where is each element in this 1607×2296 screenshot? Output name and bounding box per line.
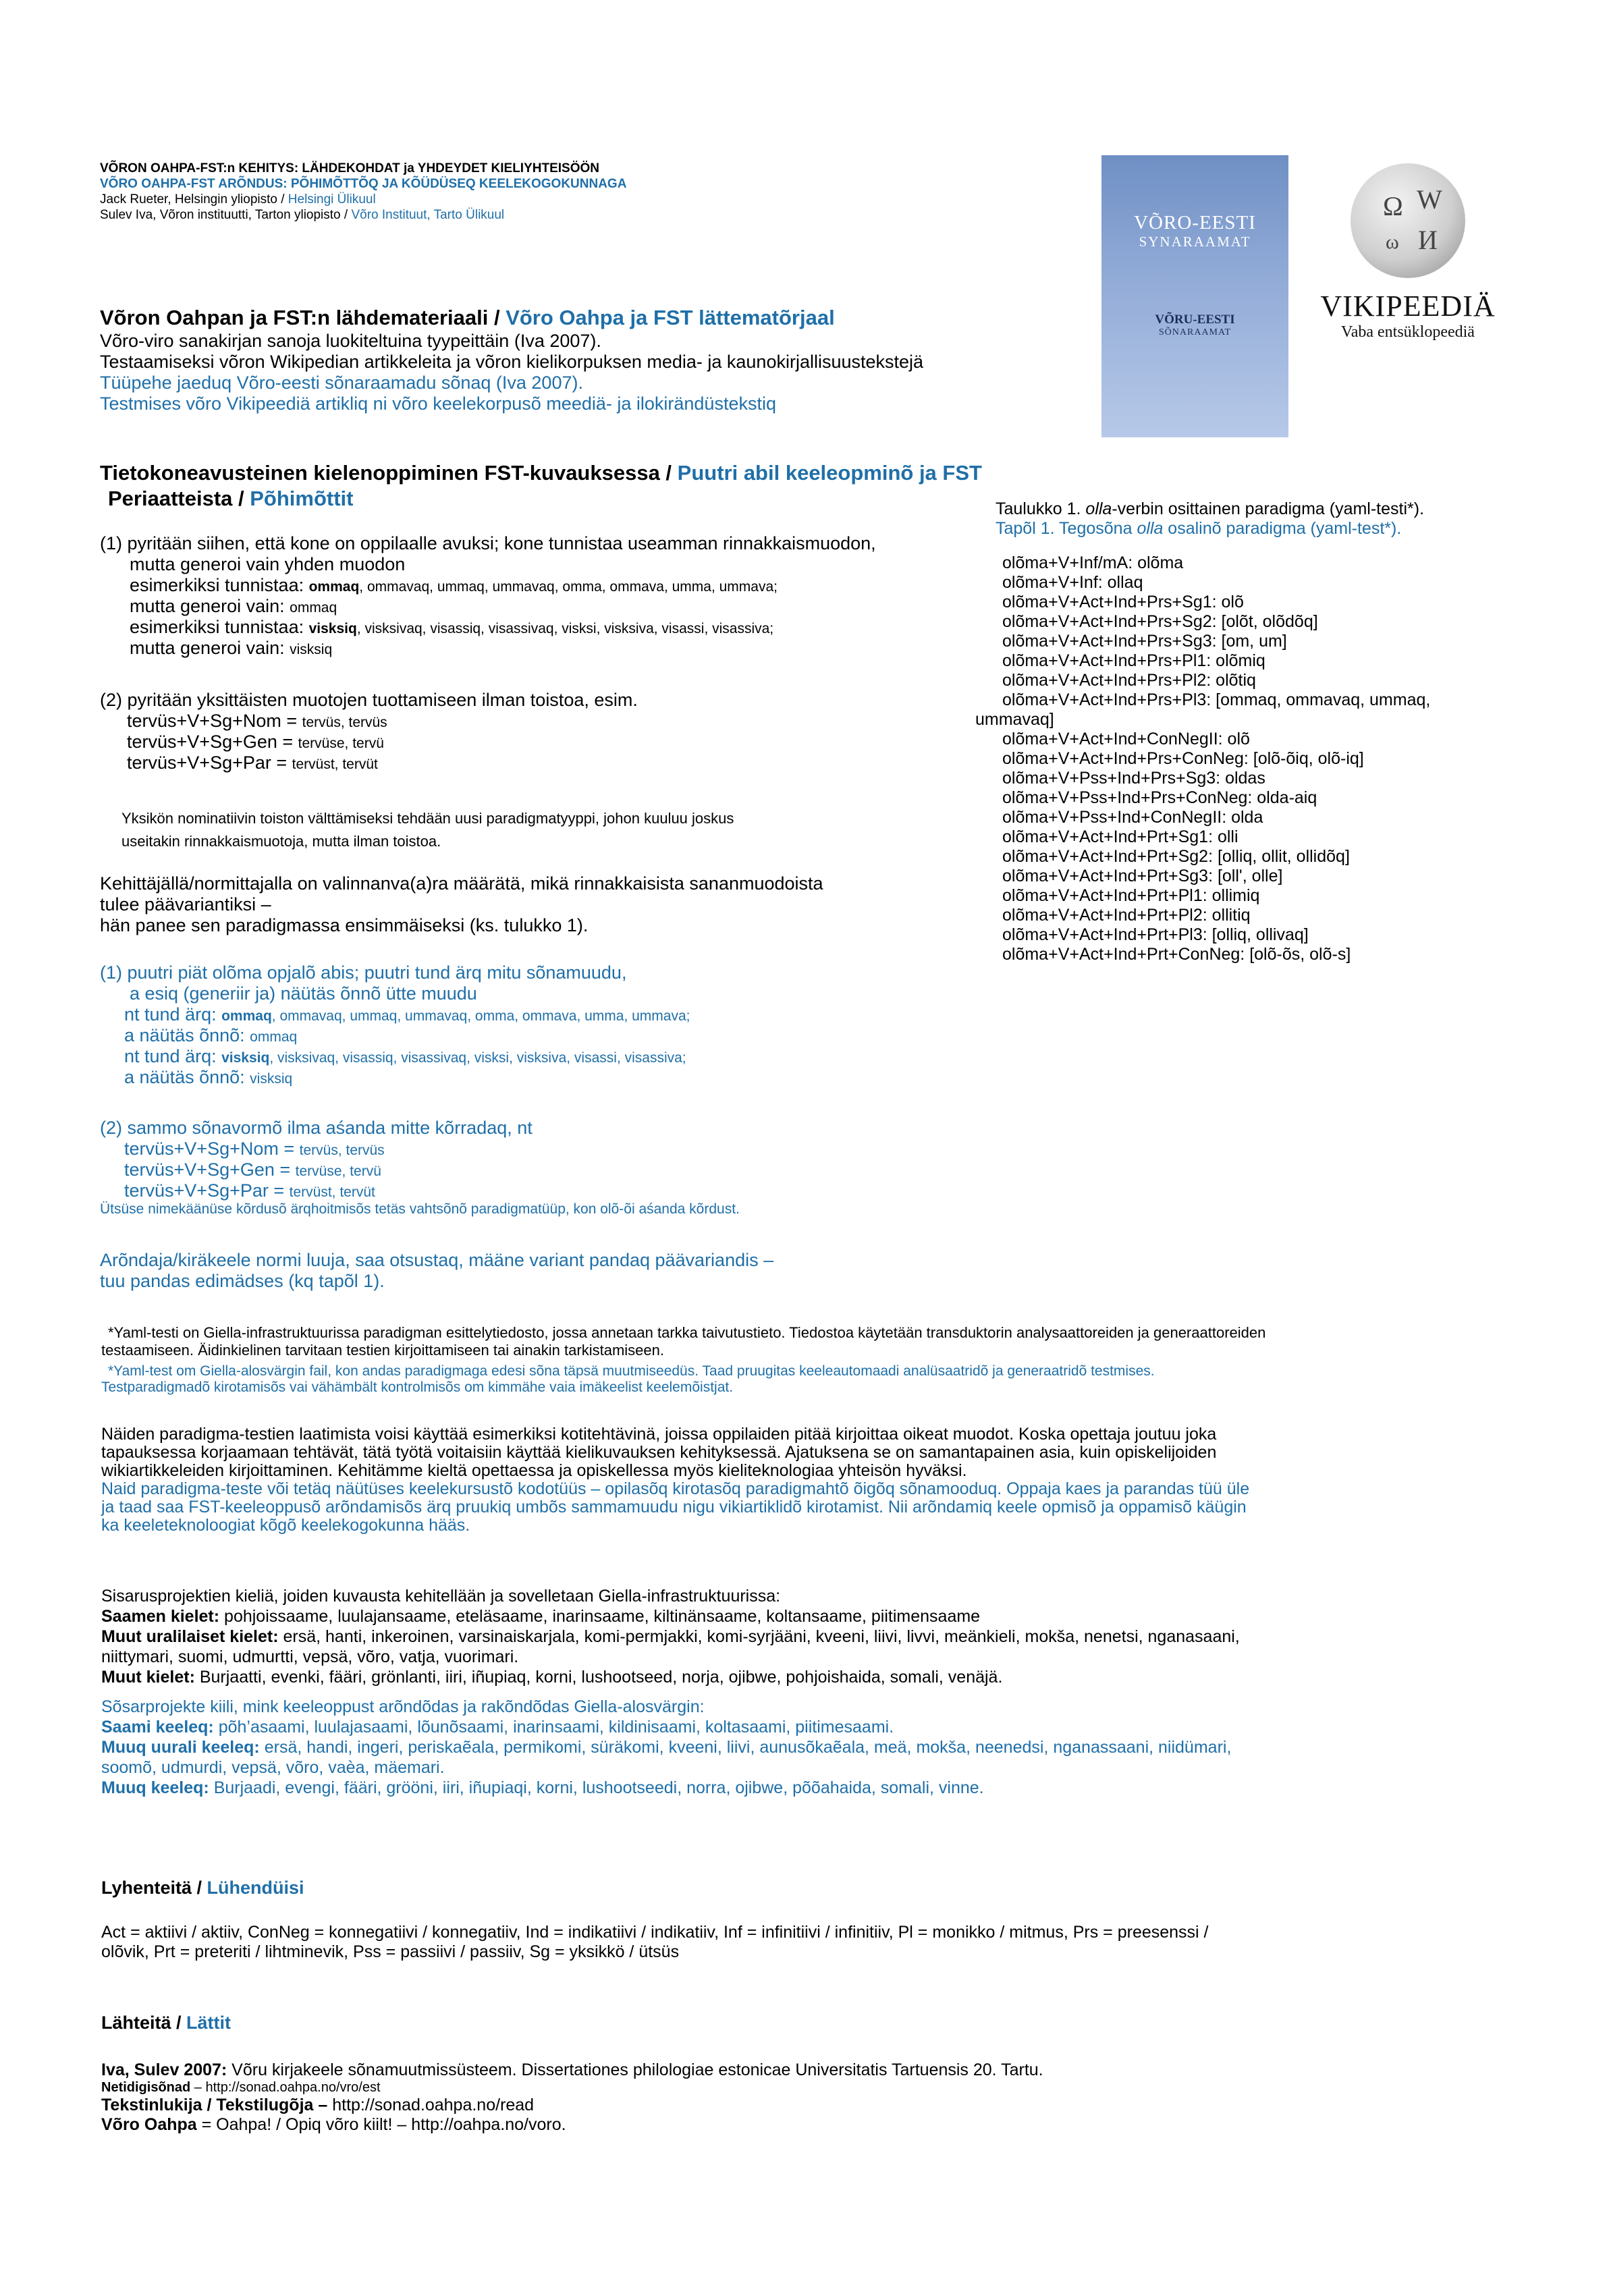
footnote-vro: Testparadigmadõ kirotamisõs vai vähämbält kontrolmisõs om kimmähe vaia imäkeelist keelemõistjat. [101,1379,734,1395]
table-row: olõma+V+Act+Ind+ConNegII: olõ [1002,730,1250,748]
table-row: olõma+V+Act+Ind+Prs+Sg3: [om, um] [1002,632,1287,651]
section-1-line: Tüüpehe jaeduq Võro-eesti sõnaraamadu sõnaq (Iva 2007). [100,373,583,393]
header-line-3: Jack Rueter, Helsingin yliopisto / Helsingi Ülikuul [100,192,376,207]
header [100,161,1045,223]
table-row: olõma+V+Act+Ind+Prs+Sg1: olõ [1002,593,1244,611]
table-row: olõma+V+Act+Ind+Prs+Sg2: [olõt, olõdõq] [1002,612,1318,631]
reference-iva: Iva, Sulev 2007: Võru kirjakeele sõnamuutmissüsteem. Dissertationes philologiae estonicae Universitatis Tartuensis 20. Tartu. [101,2060,1043,2079]
table-caption-fi: Taulukko 1. olla-verbin osittainen paradigma (yaml-testi*). [996,499,1425,518]
table-row: olõma+V+Inf/mA: olõma [1002,553,1184,572]
fi-paragraph: Kehittäjällä/normittajalla on valinnanva(a)ra määrätä, mikä rinnakkaisista sananmuodoista tulee päävariantiksi – hän panee sen paradigmassa ensimmäiseksi (ks. tulukko 1). [100,873,823,935]
sister-languages: Sisarusprojektien kieliä, joiden kuvausta kehitellään ja sovelletaan Giella-infrastruktuurissa: Saamen kielet: pohjoissaame, luulajansaame, eteläsaame, inarinsaame, kiltinänsaame, koltansaame, piitimensaame Muut uralilaiset kielet: ersä, hanti, inkeroinen, varsinaiskarjala, komi-permjakki, komi-syrjääni, kveeni, liivi, livvi, meänkieli, mokša, nenetsi, nganasaani, niittymari, suomi, udmurtti, vepsä, võro, vatja, vuorimari. Muut kielet: Burjaatti, evenki, fääri, grönlanti, iiri, iñupiaq, korni, lushootseed, norja, ojibwe, pohjoishaida, somali, venäjä. Sõsarprojekte kiili, mink keeleoppust arõndõdas ja rakõndõdas Giella-alosvärgin: Saami keeleq: põh’asaami, luulajasaami, lõunõsaami, inarinsaami, kildinisaami, koltasaami, piitimesaami. Muuq uurali keeleq: ersä, handi, ingeri, periskaẽala, permikomi, süräkomi, kveeni, liivi, aunusõkaẽala, meä, mokša, neenedsi, nganassaani, niidümari, soomõ, udmurdi, vepsä, võro, vaèa, mäemari. Muuq keeleq: Burjaadi, evengi, fääri, grööni, iiri, iñupiaqi, korni, lushootseedi, norra, ojibwe, põõahaida, somali, vinne. [101,1587,1240,1797]
reference-netidigisonad: Netidigisõnad – http://sonad.oahpa.no/vro/est [101,2080,381,2095]
table-row: olõma+V+Pss+Ind+Prs+Sg3: oldas [1002,769,1265,788]
paragraph-tasks: Näiden paradigma-testien laatimista voisi käyttää esimerkiksi kotitehtävinä, joissa oppilaiden pitää kirjoittaa oikeat muodot. Koska opettaja joutuu joka tapauksessa korjaamaan tehtävät, tätä työtä voitaisiin käyttää kielikuvauksen kehityksessä. Ajatuksena se on samantapainen asia, kuin opiskelijoiden wikiartikkeleiden kirjoittaminen. Kehitämme kieltä opettaessa ja opiskellessa myös kieliteknologiaa yhteisön hyväksi. Naid paradigma-teste või tetäq näütüses keelekursustõ kodotüüs – opilasõq kirotasõq paradigmahtõ õigõq sõnamooduq. Oppaja kaes ja parandas tüü üle ja taad saa FST-keeleoppusõ arõndamisõs ärq pruukiq umbõs sammamuudu nigu vikiartiklidõ kirotamist. Nii arõndamiq keele opmisõ ja oppamisõ käügin ka keeleteknoloogiat kõgõ keelekogokunna hääs. [101,1425,1250,1535]
table-rows [975,553,1515,964]
reference-voro-oahpa: Võro Oahpa = Oahpa! / Opiq võro kiilt! – http://oahpa.no/voro. [101,2115,566,2134]
table-row: olõma+V+Act+Ind+Prt+Sg1: olli [1002,827,1238,846]
wikipedia-globe-icon: Ω W И ω [1351,163,1465,278]
vro-principle-2: (2) sammo sõnavormõ ilma aśanda mitte kõrradaq, nt tervüs+V+Sg+Nom = tervüs, tervüs tervüs+V+Sg+Gen = tervüse, tervü tervüs+V+Sg+Par = tervüst, tervüt Ütsüse nimekäänüse kõrdusõ ärqhoitmisõs tetäs vahtsõnõ paradigmatüüp, kon olõ-õi aśanda kõrdust. [100,1118,740,1217]
footnote [101,1324,1519,1396]
table-row: olõma+V+Act+Ind+Prt+Pl3: [olliq, ollivaq] [1002,925,1309,944]
section-2-heading: Tietokoneavusteinen kielenoppiminen FST-kuvauksessa / Puutri abil keeleopminõ ja FST [100,461,982,485]
section-1-line: Testmises võro Vikipeediä artikliq ni võro keelekorpusõ meediä- ja ilokirändüstekstiq [100,393,776,414]
abbreviations: Lyhenteitä / Lühendüisi Act = aktiivi / aktiiv, ConNeg = konnegatiivi / konnegatiiv, Ind = indikatiivi / indikatiiv, Inf = infinitiivi / infinitiiv, Pl = monikko / mitmus, Prs = preesenssi / olõvik, Prt = preteriti / lihtminevik, Pss = passiivi / passiiv, Sg = yksikkö / ütsüs [101,1878,1519,1962]
table-row: olõma+V+Act+Ind+Prt+Sg3: [oll', olle] [1002,867,1283,885]
section-source-materials [100,305,1079,414]
table-row: olõma+V+Act+Ind+Prt+ConNeg: [olõ-õs, olõ-s] [1002,945,1351,964]
vro-principle-1: (1) puutri piät olõma opjalõ abis; puutri tund ärq mitu sõnamuudu, a esiq (generiir ja) näütäs õnnõ ütte muudu nt tund ärq: ommaq, ommavaq, ummaq, ummavaq, omma, ommava, umma, ummava; a näütäs õnnõ: ommaq nt tund ärq: visksiq, visksivaq, visassiq, visassivaq, visksi, visksiva, visassi, visassiva; a näütäs õnnõ: visksiq [100,962,690,1087]
fi-principle-2: (2) pyritään yksittäisten muotojen tuottamiseen ilman toistoa, esim. tervüs+V+Sg+Nom = tervüs, tervüs tervüs+V+Sg+Gen = tervüse, tervü tervüs+V+Sg+Par = tervüst, tervüt [100,690,638,773]
sources [101,2013,1519,2135]
table-row: olõma+V+Act+Ind+Prt+Pl1: ollimiq [1002,886,1260,905]
table-row: olõma+V+Inf: ollaq [1002,573,1143,592]
sources-heading: Lähteitä / Lättit [101,2013,231,2033]
table-row: olõma+V+Pss+Ind+ConNegII: olda [1002,808,1263,827]
table-row: olõma+V+Act+Ind+Prt+Sg2: [olliq, ollit, ollidõq] [1002,847,1350,866]
section-1-line: Testaamiseksi võron Wikipedian artikkeleita ja võron kielikorpuksen media- ja kaunokirjallisuustekstejä [100,352,924,372]
table-row: olõma+V+Act+Ind+Prs+Pl2: olõtiq [1002,671,1256,690]
table-row: olõma+V+Act+Ind+Prs+ConNeg: [olõ-õiq, olõ-iq] [1002,749,1364,768]
section-1-heading: Võron Oahpan ja FST:n lähdemateriaali / Võro Oahpa ja FST lättematõrjaal [100,306,835,329]
wikipedia-logo: Ω W И ω VIKIPEEDIÄ Vaba entsüklopeediä [1313,155,1503,364]
footnote-vro: *Yaml-test om Giella-alosvärgin fail, kon andas paradigmaga edesi sõna täpsä muutmiseedüs. Taad pruugitas keeleautomaadi analüsaatridõ ja generaatridõ testmises. [108,1363,1155,1379]
fi-principle-1: (1) pyritään siihen, että kone on oppilaalle avuksi; kone tunnistaa useamman rinnakkaismuodon, mutta generoi vain yhden muodon esimerkiksi tunnistaa: ommaq, ommavaq, ummaq, ummavaq, omma, ommava, umma, ummava; mutta generoi vain: ommaq esimerkiksi tunnistaa: visksiq, visksivaq, visassiq, visassivaq, visksi, visksiva, visassi, visassiva; mutta generoi vain: visksiq [100,533,876,658]
table-row: olõma+V+Pss+Ind+Prs+ConNeg: olda-aiq [1002,788,1317,807]
section-2-subheading: Periaatteista / Põhimõttit [108,487,354,510]
header-line-4: Sulev Iva, Võron instituutti, Tarton yliopisto / Võro Instituut, Tarto Ülikuul [100,208,505,222]
dictionary-cover-image: VÕRO-EESTI SYNARAAMAT VÕRU-EESTI SÕNARAAMAT [1101,155,1288,437]
table-1-olla-paradigm [975,499,1515,964]
reference-tekstinlukija: Tekstinlukija / Tekstilugõja – http://sonad.oahpa.no/read [101,2096,535,2114]
table-row: olõma+V+Act+Ind+Prs+Pl1: olõmiq [1002,651,1265,670]
section-1-line: Võro-viro sanakirjan sanoja luokiteltuina tyypeittäin (Iva 2007). [100,331,601,351]
header-line-1: VÕRON OAHPA-FST:n KEHITYS: LÄHDEKOHDAT ja YHDEYDET KIELIYHTEISÖÖN [100,161,599,175]
table-row: ummavaq] [975,710,1054,729]
abbreviations-heading: Lyhenteitä / Lühendüisi [101,1878,304,1898]
vro-paragraph: Arõndaja/kiräkeele normi luuja, saa otsustaq, määne variant pandaq päävariandis – tuu pandas edimädses (kq tapõl 1). [100,1250,774,1291]
footnote-fi: *Yaml-testi on Giella-infrastruktuurissa paradigman esittelytiedosto, jossa annetaan tarkka taivutustieto. Tiedostoa käytetään transduktorin analysaattoreiden ja generaattoreiden [108,1324,1266,1341]
footnote-fi: testaamiseen. Äidinkielinen tarvitaan testien kirjoittamiseen tai ainakin tarkistamiseen. [101,1342,664,1359]
header-line-2: VÕRO OAHPA-FST ARÕNDUS: PÕHIMÕTTÕQ JA KÕÜDÜSEQ KEELEKOGOKUNNAGA [100,177,627,191]
fi-note: Yksikön nominatiivin toiston välttämiseksi tehdään uusi paradigmatyyppi, johon kuuluu joskus useitakin rinnakkaismuotoja, mutta ilman toistoa. [121,810,734,850]
table-row: olõma+V+Act+Ind+Prt+Pl2: ollitiq [1002,906,1251,925]
table-caption-vro: Tapõl 1. Tegosõna olla osalinõ paradigma (yaml-test*). [996,519,1402,538]
table-row: olõma+V+Act+Ind+Prs+Pl3: [ommaq, ommavaq, ummaq, [1002,690,1431,709]
